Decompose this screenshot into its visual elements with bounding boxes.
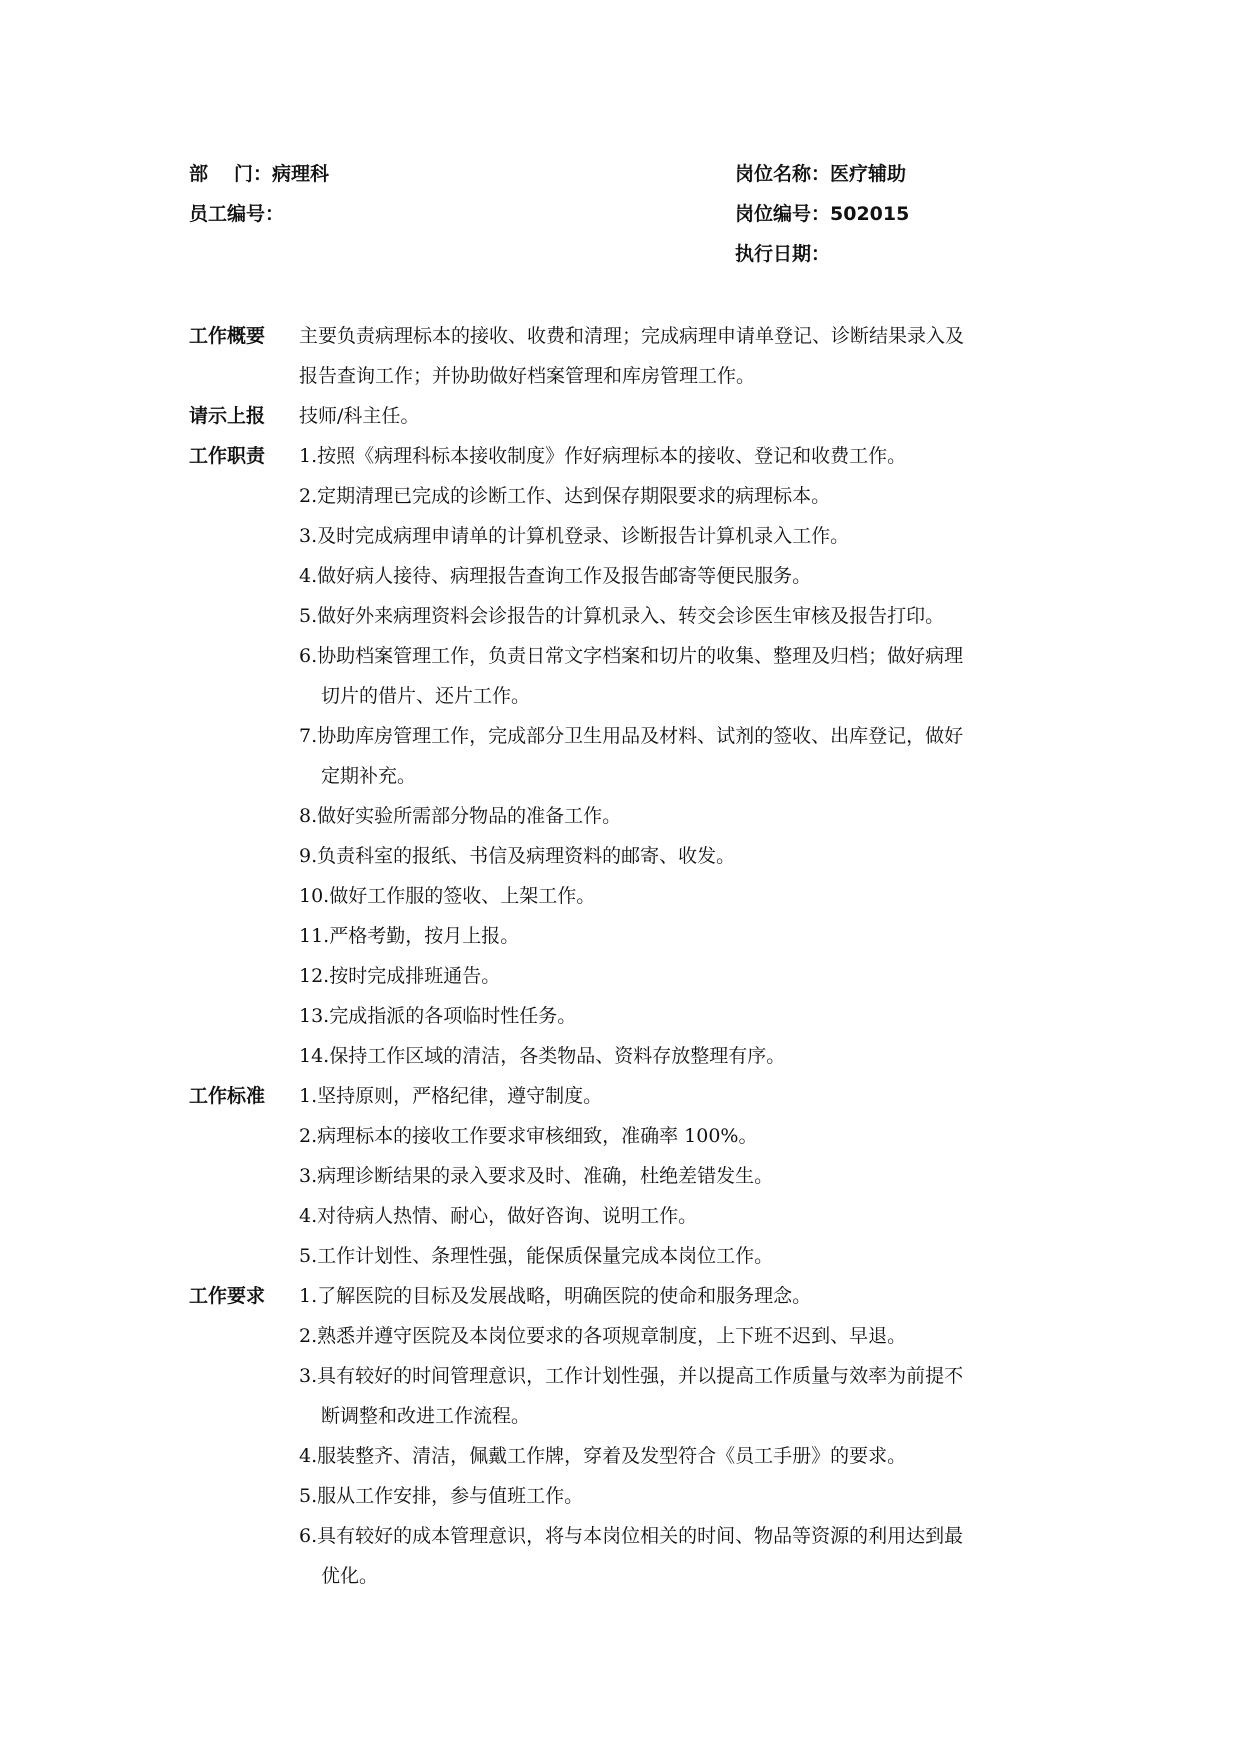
section-4 (189, 1276, 1059, 1596)
list-item (299, 1516, 1059, 1596)
list-item (299, 956, 1059, 996)
section-body (299, 396, 1059, 436)
execution-date-field (735, 242, 830, 266)
section-label: 请示上报 (189, 405, 266, 427)
list-item (299, 1316, 1059, 1356)
list-item-text: 13.完成指派的各项临时性任务。 (299, 1005, 577, 1027)
list-item-continuation: 定期补充。 (321, 765, 417, 787)
list-item-text: 11.严格考勤，按月上报。 (299, 925, 520, 947)
list-item (299, 836, 1059, 876)
list-item (299, 1076, 1059, 1116)
list-item (299, 796, 1059, 836)
list-item-text: 5.做好外来病理资料会诊报告的计算机录入、转交会诊医生审核及报告打印。 (299, 605, 945, 627)
section-body (299, 1076, 1059, 1276)
list-item-continuation: 断调整和改进工作流程。 (321, 1405, 531, 1427)
list-item (299, 1156, 1059, 1196)
list-item-text: 9.负责科室的报纸、书信及病理资料的邮寄、收发。 (299, 845, 736, 867)
post-number-field (735, 202, 909, 226)
list-item-text: 2.熟悉并遵守医院及本岗位要求的各项规章制度，上下班不迟到、早退。 (299, 1325, 907, 1347)
list-item (299, 876, 1059, 916)
list-item-text: 3.及时完成病理申请单的计算机登录、诊断报告计算机录入工作。 (299, 525, 850, 547)
list-item (299, 596, 1059, 636)
body-line: 报告查询工作；并协助做好档案管理和库房管理工作。 (299, 365, 756, 387)
list-item-text: 4.对待病人热情、耐心，做好咨询、说明工作。 (299, 1205, 698, 1227)
list-item (299, 516, 1059, 556)
list-item (299, 636, 1059, 716)
list-item (299, 996, 1059, 1036)
list-item-text: 4.服装整齐、清洁，佩戴工作牌，穿着及发型符合《员工手册》的要求。 (299, 1445, 907, 1467)
department-value: 病理科 (272, 163, 330, 185)
list-item (299, 1356, 1059, 1436)
section-label: 工作标准 (189, 1085, 266, 1107)
execution-date-label: 执行日期： (735, 243, 831, 265)
list-item-text: 4.做好病人接待、病理报告查询工作及报告邮寄等便民服务。 (299, 565, 812, 587)
list-item-text: 6.协助档案管理工作，负责日常文字档案和切片的收集、整理及归档；做好病理 (299, 645, 964, 667)
list-item (299, 716, 1059, 796)
list-item-text: 3.病理诊断结果的录入要求及时、准确，杜绝差错发生。 (299, 1165, 774, 1187)
list-item-continuation: 优化。 (321, 1565, 379, 1587)
list-item-text: 1.坚持原则，严格纪律，遵守制度。 (299, 1085, 603, 1107)
section-label: 工作概要 (189, 325, 266, 347)
department-label: 部门： (189, 163, 273, 185)
list-item (299, 436, 1059, 476)
list-item-text: 12.按时完成排班通告。 (299, 965, 501, 987)
list-item (299, 1236, 1059, 1276)
list-item-text: 6.具有较好的成本管理意识，将与本岗位相关的时间、物品等资源的利用达到最 (299, 1525, 964, 1547)
post-name-label: 岗位名称： (735, 163, 831, 185)
section-0 (189, 316, 1059, 396)
section-label: 工作要求 (189, 1285, 266, 1307)
post-name-value: 医疗辅助 (830, 163, 907, 185)
section-3 (189, 1076, 1059, 1276)
list-item-text: 1.按照《病理科标本接收制度》作好病理标本的接收、登记和收费工作。 (299, 445, 907, 467)
list-item-text: 10.做好工作服的签收、上架工作。 (299, 885, 596, 907)
post-name-field (735, 162, 906, 186)
section-body (299, 436, 1059, 1076)
section-2 (189, 436, 1059, 1076)
body-line: 主要负责病理标本的接收、收费和清理；完成病理申请单登记、诊断结果录入及 (299, 325, 965, 347)
department-field (189, 162, 329, 186)
staff-number-label: 员工编号： (189, 203, 285, 225)
post-number-label: 岗位编号： (735, 203, 831, 225)
list-item-text: 14.保持工作区域的清洁，各类物品、资料存放整理有序。 (299, 1045, 786, 1067)
staff-number-field (189, 202, 284, 226)
body-line: 技师/科主任。 (299, 405, 420, 427)
list-item-text: 5.服从工作安排，参与值班工作。 (299, 1485, 584, 1507)
section-body (299, 316, 1059, 396)
section-1 (189, 396, 1059, 436)
list-item (299, 1476, 1059, 1516)
list-item (299, 556, 1059, 596)
list-item-continuation: 切片的借片、还片工作。 (321, 685, 531, 707)
list-item-text: 3.具有较好的时间管理意识，工作计划性强，并以提高工作质量与效率为前提不 (299, 1365, 964, 1387)
section-label: 工作职责 (189, 445, 266, 467)
list-item-text: 2.病理标本的接收工作要求审核细致，准确率 100%。 (299, 1125, 758, 1147)
list-item-text: 2.定期清理已完成的诊断工作、达到保存期限要求的病理标本。 (299, 485, 831, 507)
list-item (299, 476, 1059, 516)
list-item (299, 1436, 1059, 1476)
job-description-sections (189, 316, 1059, 1596)
list-item (299, 1116, 1059, 1156)
list-item-text: 7.协助库房管理工作，完成部分卫生用品及材料、试剂的签收、出库登记，做好 (299, 725, 964, 747)
post-number-value: 502015 (830, 203, 910, 225)
list-item-text: 8.做好实验所需部分物品的准备工作。 (299, 805, 622, 827)
list-item-text: 5.工作计划性、条理性强，能保质保量完成本岗位工作。 (299, 1245, 774, 1267)
list-item-text: 1.了解医院的目标及发展战略，明确医院的使命和服务理念。 (299, 1285, 812, 1307)
section-body (299, 1276, 1059, 1596)
list-item (299, 916, 1059, 956)
list-item (299, 1276, 1059, 1316)
list-item (299, 1196, 1059, 1236)
list-item (299, 1036, 1059, 1076)
